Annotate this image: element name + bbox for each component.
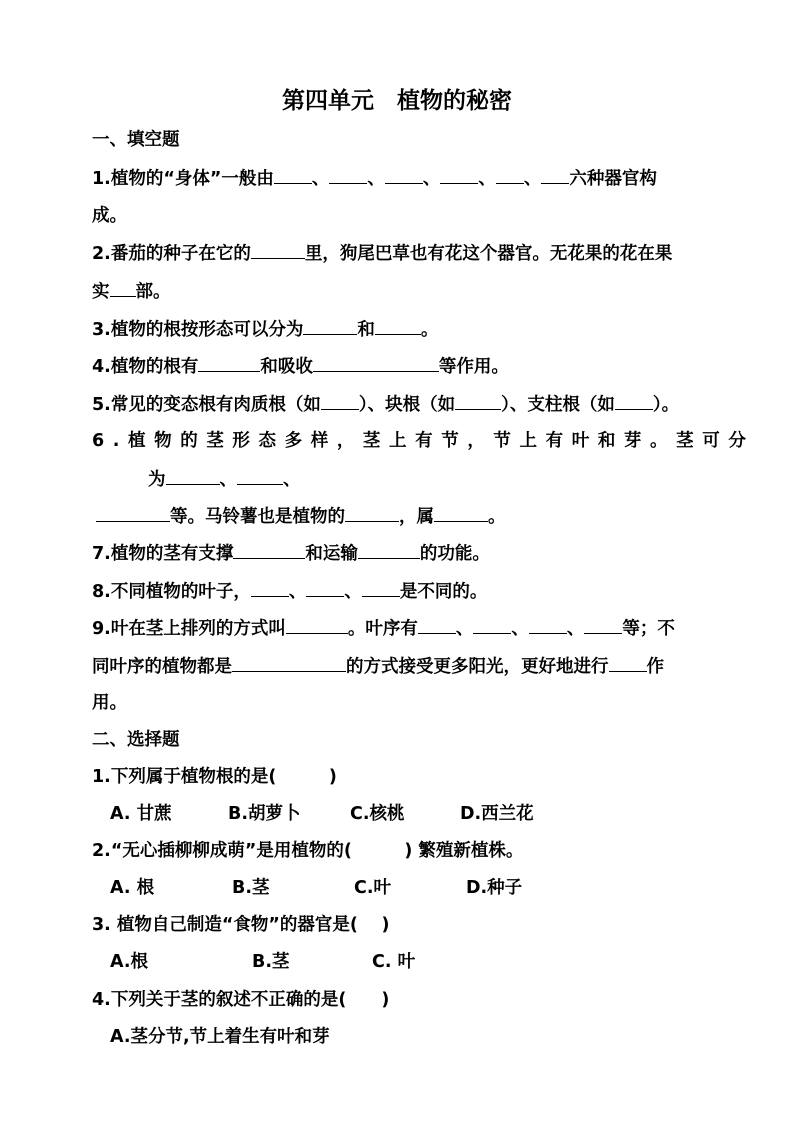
answer-blank[interactable]: [251, 579, 289, 597]
answer-blank[interactable]: [541, 166, 569, 184]
question-5: 5.常见的变态根有肉质根（如 ）、块根（如 ）、支柱根（如 ）。: [92, 392, 794, 417]
option-b[interactable]: B.茎: [252, 952, 290, 972]
answer-blank[interactable]: [473, 616, 511, 634]
answer-blank[interactable]: [615, 392, 653, 410]
option-b[interactable]: B.茎: [232, 878, 270, 898]
option-a[interactable]: A.茎分节,节上着生有叶和芽: [110, 1027, 330, 1047]
option-d[interactable]: D.西兰花: [460, 804, 534, 824]
option-a[interactable]: A.根: [110, 952, 149, 972]
question-3: 3.植物的根按形态可以分为 和 。: [92, 317, 794, 342]
answer-blank[interactable]: [313, 354, 439, 372]
option-d[interactable]: D.种子: [466, 878, 523, 898]
section-heading-fill-blank: 一、填空题: [92, 130, 180, 150]
option-a[interactable]: A. 甘蔗: [110, 804, 172, 824]
choice-question-1: 1.下列属于植物根的是( ): [92, 767, 337, 787]
answer-blank[interactable]: [329, 166, 367, 184]
answer-blank[interactable]: [529, 616, 567, 634]
answer-blank[interactable]: [385, 166, 423, 184]
option-c[interactable]: C.核桃: [350, 804, 405, 824]
question-9-cont2: 用。: [92, 693, 127, 713]
question-1: 1.植物的“身体”一般由 、 、 、 、 、 六种器官构: [92, 166, 794, 191]
answer-blank[interactable]: [358, 541, 420, 559]
option-a[interactable]: A. 根: [110, 878, 155, 898]
question-9: 9.叶在茎上排列的方式叫 。叶序有 、 、 、 等；不: [92, 616, 794, 641]
answer-blank[interactable]: [96, 504, 170, 522]
question-6-cont: 为 、 、: [148, 467, 794, 492]
answer-blank[interactable]: [232, 654, 346, 672]
answer-blank[interactable]: [345, 504, 399, 522]
question-2: 2.番茄的种子在它的 里，狗尾巴草也有花这个器官。无花果的花在果: [92, 241, 794, 266]
question-8: 8.不同植物的叶子， 、 、 是不同的。: [92, 579, 794, 604]
option-c[interactable]: C. 叶: [372, 952, 416, 972]
choice-question-2: 2.“无心插柳柳成萌”是用植物的( ) 繁殖新植株。: [92, 841, 524, 861]
answer-blank[interactable]: [418, 616, 456, 634]
answer-blank[interactable]: [440, 166, 478, 184]
answer-blank[interactable]: [496, 166, 524, 184]
choice-question-3: 3. 植物自己制造“食物”的器官是( ): [92, 915, 390, 935]
answer-blank[interactable]: [237, 467, 283, 485]
question-text: 1.植物的“身体”一般由: [92, 169, 274, 189]
question-6-cont2: 等。马铃薯也是植物的 ，属 。: [96, 504, 794, 529]
option-b[interactable]: B.胡萝卜: [228, 804, 301, 824]
section-heading-choice: 二、选择题: [92, 730, 180, 750]
question-4: 4.植物的根有 和吸收 等作用。: [92, 354, 794, 379]
answer-blank[interactable]: [455, 392, 501, 410]
answer-blank[interactable]: [110, 279, 136, 297]
answer-blank[interactable]: [233, 541, 305, 559]
answer-blank[interactable]: [166, 467, 220, 485]
answer-blank[interactable]: [306, 579, 344, 597]
question-9-cont: 同叶序的植物都是 的方式接受更多阳光，更好地进行 作: [92, 654, 794, 679]
answer-blank[interactable]: [274, 166, 312, 184]
answer-blank[interactable]: [303, 317, 357, 335]
question-6: 6.植物的茎形态多样，茎上有节，节上有叶和芽。茎可分: [92, 431, 755, 451]
question-1-cont: 成。: [92, 206, 127, 226]
answer-blank[interactable]: [286, 616, 348, 634]
answer-blank[interactable]: [375, 317, 421, 335]
answer-blank[interactable]: [584, 616, 622, 634]
choice-question-4: 4.下列关于茎的叙述不正确的是( ): [92, 990, 390, 1010]
question-7: 7.植物的茎有支撑 和运输 的功能。: [92, 541, 794, 566]
option-c[interactable]: C.叶: [354, 878, 391, 898]
answer-blank[interactable]: [198, 354, 260, 372]
answer-blank[interactable]: [321, 392, 359, 410]
answer-blank[interactable]: [434, 504, 488, 522]
answer-blank[interactable]: [251, 241, 305, 259]
page-title: 第四单元 植物的秘密: [282, 88, 512, 114]
answer-blank[interactable]: [609, 654, 647, 672]
question-2-cont: 实 部。: [92, 279, 794, 304]
answer-blank[interactable]: [362, 579, 400, 597]
